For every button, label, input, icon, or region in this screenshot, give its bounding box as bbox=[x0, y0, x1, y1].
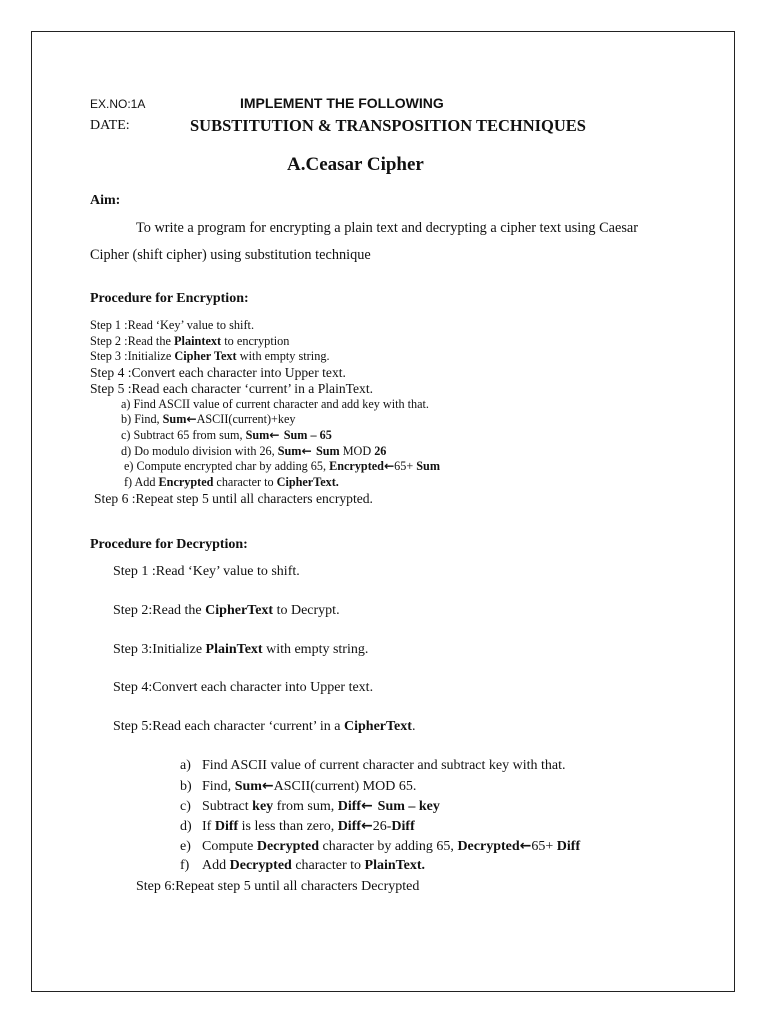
enc-sub-b bbox=[90, 412, 440, 428]
left-arrow-icon: ← bbox=[261, 778, 274, 794]
enc-sub-e bbox=[90, 459, 440, 475]
dec-sub-d-mid: is less than zero, bbox=[238, 819, 338, 834]
dec-sub-e-diff: Diff bbox=[556, 839, 581, 854]
left-arrow-icon: ← bbox=[361, 818, 373, 834]
decryption-heading: Procedure for Decryption: bbox=[90, 537, 248, 552]
dec-sub-d bbox=[180, 818, 415, 835]
dec-sub-b-tail: ASCII(current) MOD 65. bbox=[273, 779, 417, 794]
dec-sub-f bbox=[180, 858, 425, 874]
encryption-heading: Procedure for Encryption: bbox=[90, 291, 249, 306]
dec-step-6: Step 6:Repeat step 5 until all characters Decrypted bbox=[136, 879, 420, 894]
dec-step-5-bold: CipherText bbox=[344, 719, 412, 734]
enc-sub-e-sum: Sum bbox=[416, 459, 440, 474]
dec-step-1: Step 1 :Read ‘Key’ value to shift. bbox=[113, 564, 300, 579]
dec-sub-c-text: Subtract bbox=[202, 799, 253, 814]
enc-step-1: Step 1 :Read ‘Key’ value to shift. bbox=[90, 318, 255, 332]
enc-step-5: Step 5 :Read each character ‘current’ in a PlainText. bbox=[90, 380, 373, 396]
dec-sub-e-decrypted: Decrypted bbox=[256, 839, 320, 854]
dec-sub-b-sum: Sum bbox=[234, 779, 262, 794]
dec-sub-a-text: Find ASCII value of current character and subtract key with that. bbox=[202, 758, 566, 773]
dec-sub-c-expr: Sum – key bbox=[377, 799, 440, 814]
title-line-2: SUBSTITUTION & TRANSPOSITION TECHNIQUES bbox=[190, 116, 586, 135]
dec-sub-f-text: Add bbox=[202, 858, 230, 873]
enc-sub-d-text: d) Do modulo division with 26, bbox=[121, 443, 278, 458]
section-title: A.Ceasar Cipher bbox=[287, 154, 424, 175]
dec-sub-b-text: Find, bbox=[202, 779, 235, 794]
dec-sub-a-label: a) bbox=[180, 758, 191, 773]
dec-step-5-tail: . bbox=[411, 719, 416, 734]
enc-sub-c-text: c) Subtract 65 from sum, bbox=[121, 427, 246, 442]
enc-step-2-text: Step 2 :Read the bbox=[90, 333, 175, 348]
dec-step-3 bbox=[113, 642, 368, 658]
enc-sub-f-encrypted: Encrypted bbox=[158, 475, 214, 490]
enc-sub-a: a) Find ASCII value of current character and add key with that. bbox=[121, 396, 429, 411]
enc-sub-d bbox=[90, 444, 440, 460]
dec-step-2-bold: CipherText bbox=[205, 603, 274, 618]
enc-step-3-text: Step 3 :Initialize bbox=[90, 349, 175, 364]
enc-sub-b-sum: Sum bbox=[162, 412, 187, 427]
dec-sub-d-label: d) bbox=[180, 819, 192, 834]
enc-sub-d-sum2: Sum bbox=[315, 443, 340, 458]
dec-step-5 bbox=[113, 719, 415, 735]
dec-step-3-text: Step 3:Initialize bbox=[113, 642, 206, 657]
dec-sub-f-plaintext: PlainText. bbox=[364, 858, 426, 873]
dec-sub-e-65: 65+ bbox=[531, 839, 557, 854]
enc-sub-e-encrypted: Encrypted bbox=[329, 459, 384, 474]
dec-step-3-bold: PlainText bbox=[205, 642, 263, 657]
enc-sub-e-65: 65+ bbox=[394, 459, 417, 474]
left-arrow-icon: ← bbox=[186, 412, 197, 427]
dec-step-4: Step 4:Convert each character into Upper text. bbox=[113, 680, 374, 695]
enc-sub-c bbox=[90, 428, 440, 444]
enc-sub-d-26: 26 bbox=[374, 443, 387, 458]
left-arrow-icon: ← bbox=[361, 798, 378, 814]
left-arrow-icon: ← bbox=[269, 427, 284, 442]
dec-sub-d-diff2: Diff bbox=[337, 819, 362, 834]
dec-sub-c bbox=[180, 798, 440, 815]
dec-sub-f-mid: character to bbox=[291, 858, 365, 873]
left-arrow-icon: ← bbox=[301, 443, 316, 458]
dec-sub-d-diff: Diff bbox=[214, 819, 239, 834]
enc-step-4: Step 4 :Convert each character into Upper text. bbox=[90, 365, 346, 381]
enc-step-3-tail: with empty string. bbox=[236, 349, 330, 364]
enc-step-2 bbox=[90, 334, 440, 350]
enc-sub-d-mod: MOD bbox=[339, 443, 375, 458]
left-arrow-icon: ← bbox=[383, 459, 395, 474]
aim-heading: Aim: bbox=[90, 193, 121, 208]
dec-sub-a bbox=[180, 758, 566, 774]
enc-step-2-tail: to encryption bbox=[221, 333, 290, 348]
left-arrow-icon: ← bbox=[519, 838, 532, 854]
enc-sub-c-expr: Sum – 65 bbox=[283, 427, 332, 442]
aim-text-line-1: To write a program for encrypting a plain text and decrypting a cipher text using Caesar bbox=[136, 220, 638, 236]
enc-step-3 bbox=[90, 349, 440, 365]
enc-sub-f-mid: character to bbox=[213, 475, 277, 490]
enc-step-6: Step 6 :Repeat step 5 until all characters encrypted. bbox=[94, 490, 373, 506]
dec-sub-b-label: b) bbox=[180, 779, 192, 794]
exercise-number: EX.NO:1A bbox=[90, 97, 146, 111]
aim-text-line-2: Cipher (shift cipher) using substitution technique bbox=[90, 247, 371, 263]
enc-sub-f-ciphertext: CipherText. bbox=[276, 475, 339, 490]
dec-step-5-text: Step 5:Read each character ‘current’ in a bbox=[113, 719, 344, 734]
dec-sub-c-key: key bbox=[252, 799, 274, 814]
dec-sub-b bbox=[180, 778, 416, 795]
dec-sub-d-text: If bbox=[202, 819, 215, 834]
dec-step-2-text: Step 2:Read the bbox=[113, 603, 206, 618]
dec-sub-f-decrypted: Decrypted bbox=[229, 858, 292, 873]
enc-sub-b-tail: ASCII(current)+key bbox=[196, 412, 296, 427]
title-line-1: IMPLEMENT THE FOLLOWING bbox=[240, 95, 444, 111]
dec-sub-d-26: 26- bbox=[372, 819, 392, 834]
dec-step-2 bbox=[113, 603, 340, 619]
enc-sub-f-text: f) Add bbox=[124, 475, 159, 490]
dec-sub-e bbox=[180, 838, 580, 855]
enc-sub-f bbox=[90, 475, 440, 491]
enc-sub-d-sum: Sum bbox=[277, 443, 302, 458]
enc-step-2-bold: Plaintext bbox=[174, 333, 222, 348]
dec-sub-c-mid: from sum, bbox=[273, 799, 338, 814]
dec-sub-f-label: f) bbox=[180, 858, 190, 873]
enc-sub-e-text: e) Compute encrypted char by adding 65, bbox=[124, 459, 330, 474]
dec-sub-e-label: e) bbox=[180, 839, 191, 854]
dec-step-2-tail: to Decrypt. bbox=[273, 603, 340, 618]
date-label: DATE: bbox=[90, 118, 130, 133]
dec-sub-c-diff: Diff bbox=[337, 799, 362, 814]
encryption-steps bbox=[90, 318, 440, 506]
dec-step-3-tail: with empty string. bbox=[262, 642, 369, 657]
dec-sub-e-text: Compute bbox=[202, 839, 257, 854]
dec-sub-c-label: c) bbox=[180, 799, 191, 814]
enc-step-3-bold: Cipher Text bbox=[174, 349, 237, 364]
dec-sub-e-decrypted2: Decrypted bbox=[457, 839, 520, 854]
enc-sub-c-sum: Sum bbox=[245, 427, 270, 442]
dec-sub-e-mid: character by adding 65, bbox=[319, 839, 458, 854]
enc-sub-b-text: b) Find, bbox=[121, 412, 163, 427]
dec-sub-d-diff3: Diff bbox=[391, 819, 415, 834]
